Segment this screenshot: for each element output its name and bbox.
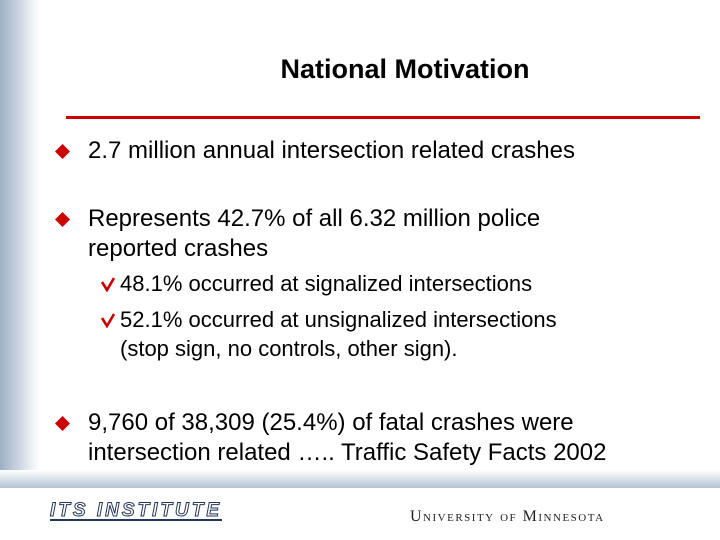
bullet-item-1	[54, 136, 704, 166]
diamond-bullet-icon	[54, 143, 71, 160]
sub-bullet-text-continued: (stop sign, no controls, other sign).	[120, 336, 458, 361]
bullet-item-3	[54, 408, 704, 468]
sub-bullet-text: 48.1% occurred at signalized intersections	[120, 271, 533, 296]
bullet-text-continued: reported crashes	[88, 235, 269, 262]
sub-bullet-item-1	[100, 269, 700, 298]
footer-shadow-band	[0, 470, 720, 488]
title-divider	[66, 116, 700, 119]
diamond-bullet-icon	[54, 211, 71, 228]
diamond-bullet-icon	[54, 415, 71, 432]
bullet-text: 2.7 million annual intersection related crashes	[88, 137, 575, 164]
slide-title: National Motivation	[280, 54, 530, 84]
university-of-minnesota-logo: University of Minnesota	[410, 508, 605, 525]
bullet-text: Represents 42.7% of all 6.32 million police	[88, 205, 541, 232]
sub-bullet-item-2	[100, 305, 700, 363]
left-gradient-band	[0, 0, 40, 540]
its-institute-logo: ITS INSTITUTE	[50, 500, 222, 521]
check-bullet-icon	[100, 276, 116, 292]
check-bullet-icon	[100, 312, 116, 328]
bullet-text: 9,760 of 38,309 (25.4%) of fatal crashes were	[88, 409, 574, 436]
sub-bullet-text: 52.1% occurred at unsignalized intersections	[120, 307, 557, 332]
bullet-text-continued: intersection related ….. Traffic Safety Facts 2002	[88, 439, 607, 466]
bullet-item-2	[54, 204, 704, 264]
